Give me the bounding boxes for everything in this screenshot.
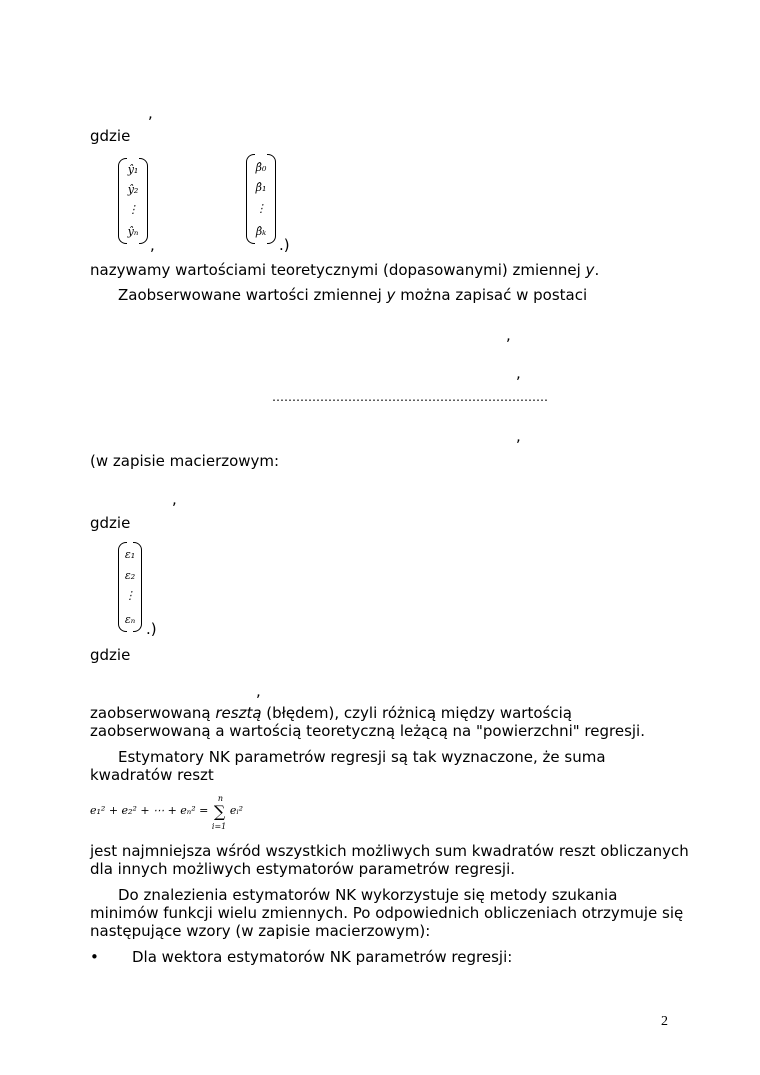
- find-estimators-paragraph: Do znalezienia estymatorów NK wykorzystuje się metody szukania minimów funkcji wielu zmiennych. Po odpowiednich obliczeniach otrzymuje się następujące wzory (w zapisie macierzowym):: [90, 886, 684, 940]
- residual-term: resztą: [215, 704, 262, 722]
- matrix-cell: ŷ₁: [127, 163, 139, 176]
- sum-symbol: ∑: [213, 802, 226, 821]
- matrix-cell: ŷ₂: [127, 183, 139, 196]
- comma: ,: [256, 682, 261, 700]
- matrix-cell: ⋮: [127, 203, 139, 216]
- gdzie-label-2: gdzie: [90, 514, 131, 532]
- yhat-vector: [118, 158, 148, 244]
- minimum-paragraph: jest najmniejsza wśród wszystkich możliwych sum kwadratów reszt obliczanych dla innych możliwych estymatorów parametrów regresji.: [90, 842, 689, 878]
- comma: ,: [516, 427, 521, 445]
- sum-term: eᵢ²: [229, 804, 244, 817]
- matrix-cell: ⋮: [124, 589, 136, 602]
- residual-line-2: zaobserwowaną a wartością teoretyczną leżącą na "powierzchni" regresji.: [90, 722, 645, 740]
- comma: ,: [506, 326, 511, 344]
- gdzie-label-1: gdzie: [90, 127, 131, 145]
- observed-values-line: Zaobserwowane wartości zmiennej y można zapisać w postaci: [118, 286, 588, 304]
- matrix-close: .): [279, 236, 290, 254]
- fitted-values-line: nazywamy wartościami teoretycznymi (dopasowanymi) zmiennej y.: [90, 261, 600, 279]
- stray-comma: ,: [148, 104, 153, 122]
- matrix-cell: ⋮: [255, 202, 267, 215]
- dots-line: ……………………………………………………………: [272, 390, 548, 404]
- gdzie-label-3: gdzie: [90, 646, 131, 664]
- page-number: 2: [661, 1014, 668, 1029]
- comma: ,: [150, 236, 155, 254]
- matrix-cell: β̂ₖ: [255, 225, 267, 238]
- formula-lhs: e₁² + e₂² + ⋯ + eₙ² =: [90, 804, 212, 817]
- matrix-cell: β̂₁: [255, 181, 267, 194]
- matrix-cell: ε₁: [124, 548, 136, 561]
- sum-squares-formula: [90, 796, 243, 832]
- comma: ,: [516, 364, 521, 382]
- bullet-item: Dla wektora estymatorów NK parametrów regresji:: [132, 948, 513, 966]
- epsilon-vector: [118, 542, 142, 632]
- comma: ,: [172, 490, 177, 508]
- summation: [212, 796, 230, 832]
- matrix-close: .): [146, 620, 157, 638]
- matrix-cell: β̂₀: [255, 161, 267, 174]
- matrix-cell: ŷₙ: [127, 225, 139, 238]
- matrix-cell: εₙ: [124, 613, 136, 626]
- matrix-notation-line: (w zapisie macierzowym:: [90, 452, 280, 470]
- sum-lower: i=1: [211, 822, 227, 831]
- sum-upper: n: [217, 794, 224, 803]
- bullet-icon: •: [90, 948, 99, 966]
- residual-line-1: zaobserwowaną resztą (błędem), czyli różnicą między wartością: [90, 704, 572, 722]
- matrix-cell: ε₂: [124, 569, 136, 582]
- betahat-vector: [246, 154, 276, 244]
- estimators-paragraph: Estymatory NK parametrów regresji są tak wyznaczone, że suma kwadratów reszt: [90, 748, 606, 784]
